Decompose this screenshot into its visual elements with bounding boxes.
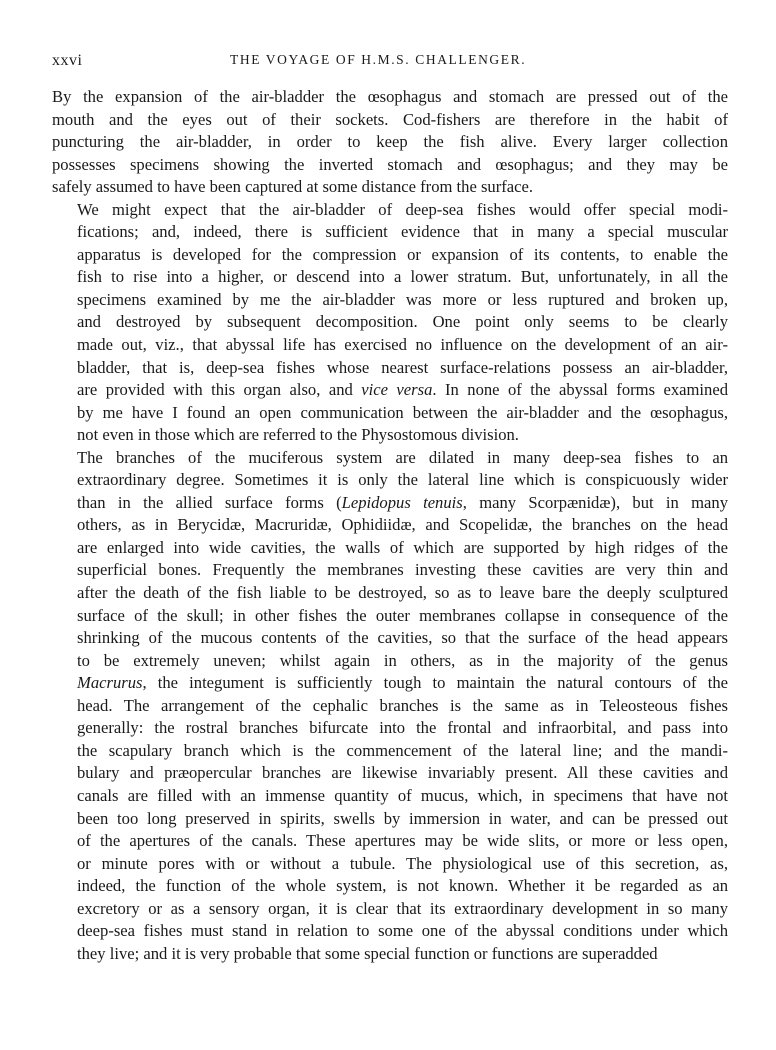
text-line: the scapulary branch which is the commencement of the lateral line; and the mandi- <box>77 740 728 760</box>
text-line: extraordinary degree. Sometimes it is only the lateral line which is conspicuously wider <box>77 470 728 490</box>
text-line: safely assumed to have been captured at some distance from the surface. <box>52 177 534 197</box>
text-line: head. The arrangement of the cephalic branches is the same as in Teleosteous fishes <box>77 695 728 715</box>
text-line: fish to rise into a higher, or descend into a lower stratum. But, unfortunately, in all the <box>77 267 728 287</box>
page-header <box>52 44 728 74</box>
paragraph <box>52 86 728 199</box>
text-line: are provided with this organ also, and vice versa. In none of the abyssal forms examined <box>77 380 728 400</box>
text-line: possesses specimens showing the inverted stomach and œsophagus; and they may be <box>52 154 728 174</box>
text-line: Macrurus, the integument is sufficiently tough to maintain the natural contours of the <box>77 673 728 693</box>
text-line: specimens examined by me the air-bladder was more or less ruptured and broken up, <box>77 289 728 309</box>
text-line: superficial bones. Frequently the membranes investing these cavities are very thin and <box>77 560 728 580</box>
text-line: shrinking of the mucous contents of the cavities, so that the surface of the head appears <box>77 628 728 648</box>
paragraph <box>52 199 728 447</box>
text-line: puncturing the air-bladder, in order to keep the fish alive. Every larger collection <box>52 132 728 152</box>
text-line: been too long preserved in spirits, swells by immersion in water, and can be pressed out <box>77 808 728 828</box>
text-line: canals are filled with an immense quantity of mucus, which, in specimens that have not <box>77 785 728 805</box>
text-line: deep-sea fishes must stand in relation to some one of the abyssal conditions under which <box>77 921 728 941</box>
text-line: they live; and it is very probable that some special function or functions are superadded <box>77 943 658 963</box>
text-line: others, as in Berycidæ, Macruridæ, Ophidiidæ, and Scopelidæ, the branches on the head <box>77 515 728 535</box>
running-title: THE VOYAGE OF H.M.S. CHALLENGER. <box>230 52 527 67</box>
text-line: By the expansion of the air-bladder the œsophagus and stomach are pressed out of the <box>52 87 728 106</box>
text-line: apparatus is developed for the compression or expansion of its contents, to enable the <box>77 244 728 264</box>
text-line: bladder, that is, deep-sea fishes whose nearest surface-relations possess an air-bladder, <box>77 357 728 377</box>
text-line: bulary and præopercular branches are likewise invariably present. All these cavities and <box>77 763 728 783</box>
text-line: generally: the rostral branches bifurcate into the frontal and infraorbital, and pass into <box>77 718 728 738</box>
paragraph <box>52 447 728 966</box>
text-line: The branches of the muciferous system are dilated in many deep-sea fishes to an <box>77 447 728 467</box>
text-line: than in the allied surface forms (Lepidopus tenuis, many Scorpænidæ), but in many <box>77 492 729 512</box>
text-line: to be extremely uneven; whilst again in others, as in the majority of the genus <box>77 650 728 670</box>
text-line: of the apertures of the canals. These apertures may be wide slits, or more or less open, <box>77 831 728 851</box>
body-text <box>52 86 728 965</box>
text-line: not even in those which are referred to the Physostomous division. <box>77 425 519 445</box>
text-line: after the death of the fish liable to be destroyed, so as to leave bare the deeply sculptured <box>77 583 728 603</box>
text-line: mouth and the eyes out of their sockets. Cod-fishers are therefore in the habit of <box>52 109 728 129</box>
text-line: or minute pores with or without a tubule. The physiological use of this secretion, as, <box>77 853 728 873</box>
text-line: surface of the skull; in other fishes the outer membranes collapse in consequence of the <box>77 605 728 625</box>
text-line: by me have I found an open communication between the air-bladder and the œsophagus, <box>77 402 728 422</box>
text-line: fications; and, indeed, there is sufficient evidence that in many a special muscular <box>77 222 728 242</box>
page-number: xxvi <box>52 52 83 69</box>
text-line: and destroyed by subsequent decomposition. One point only seems to be clearly <box>77 312 728 332</box>
text-line: excretory or as a sensory organ, it is clear that its extraordinary development in so many <box>77 898 728 918</box>
text-line: indeed, the function of the whole system, is not known. Whether it be regarded as an <box>77 876 728 896</box>
text-line: We might expect that the air-bladder of deep-sea fishes would offer special modi- <box>77 199 728 219</box>
text-line: are enlarged into wide cavities, the walls of which are supported by high ridges of the <box>77 537 728 557</box>
text-line: made out, viz., that abyssal life has exercised no influence on the development of an air- <box>77 335 728 355</box>
